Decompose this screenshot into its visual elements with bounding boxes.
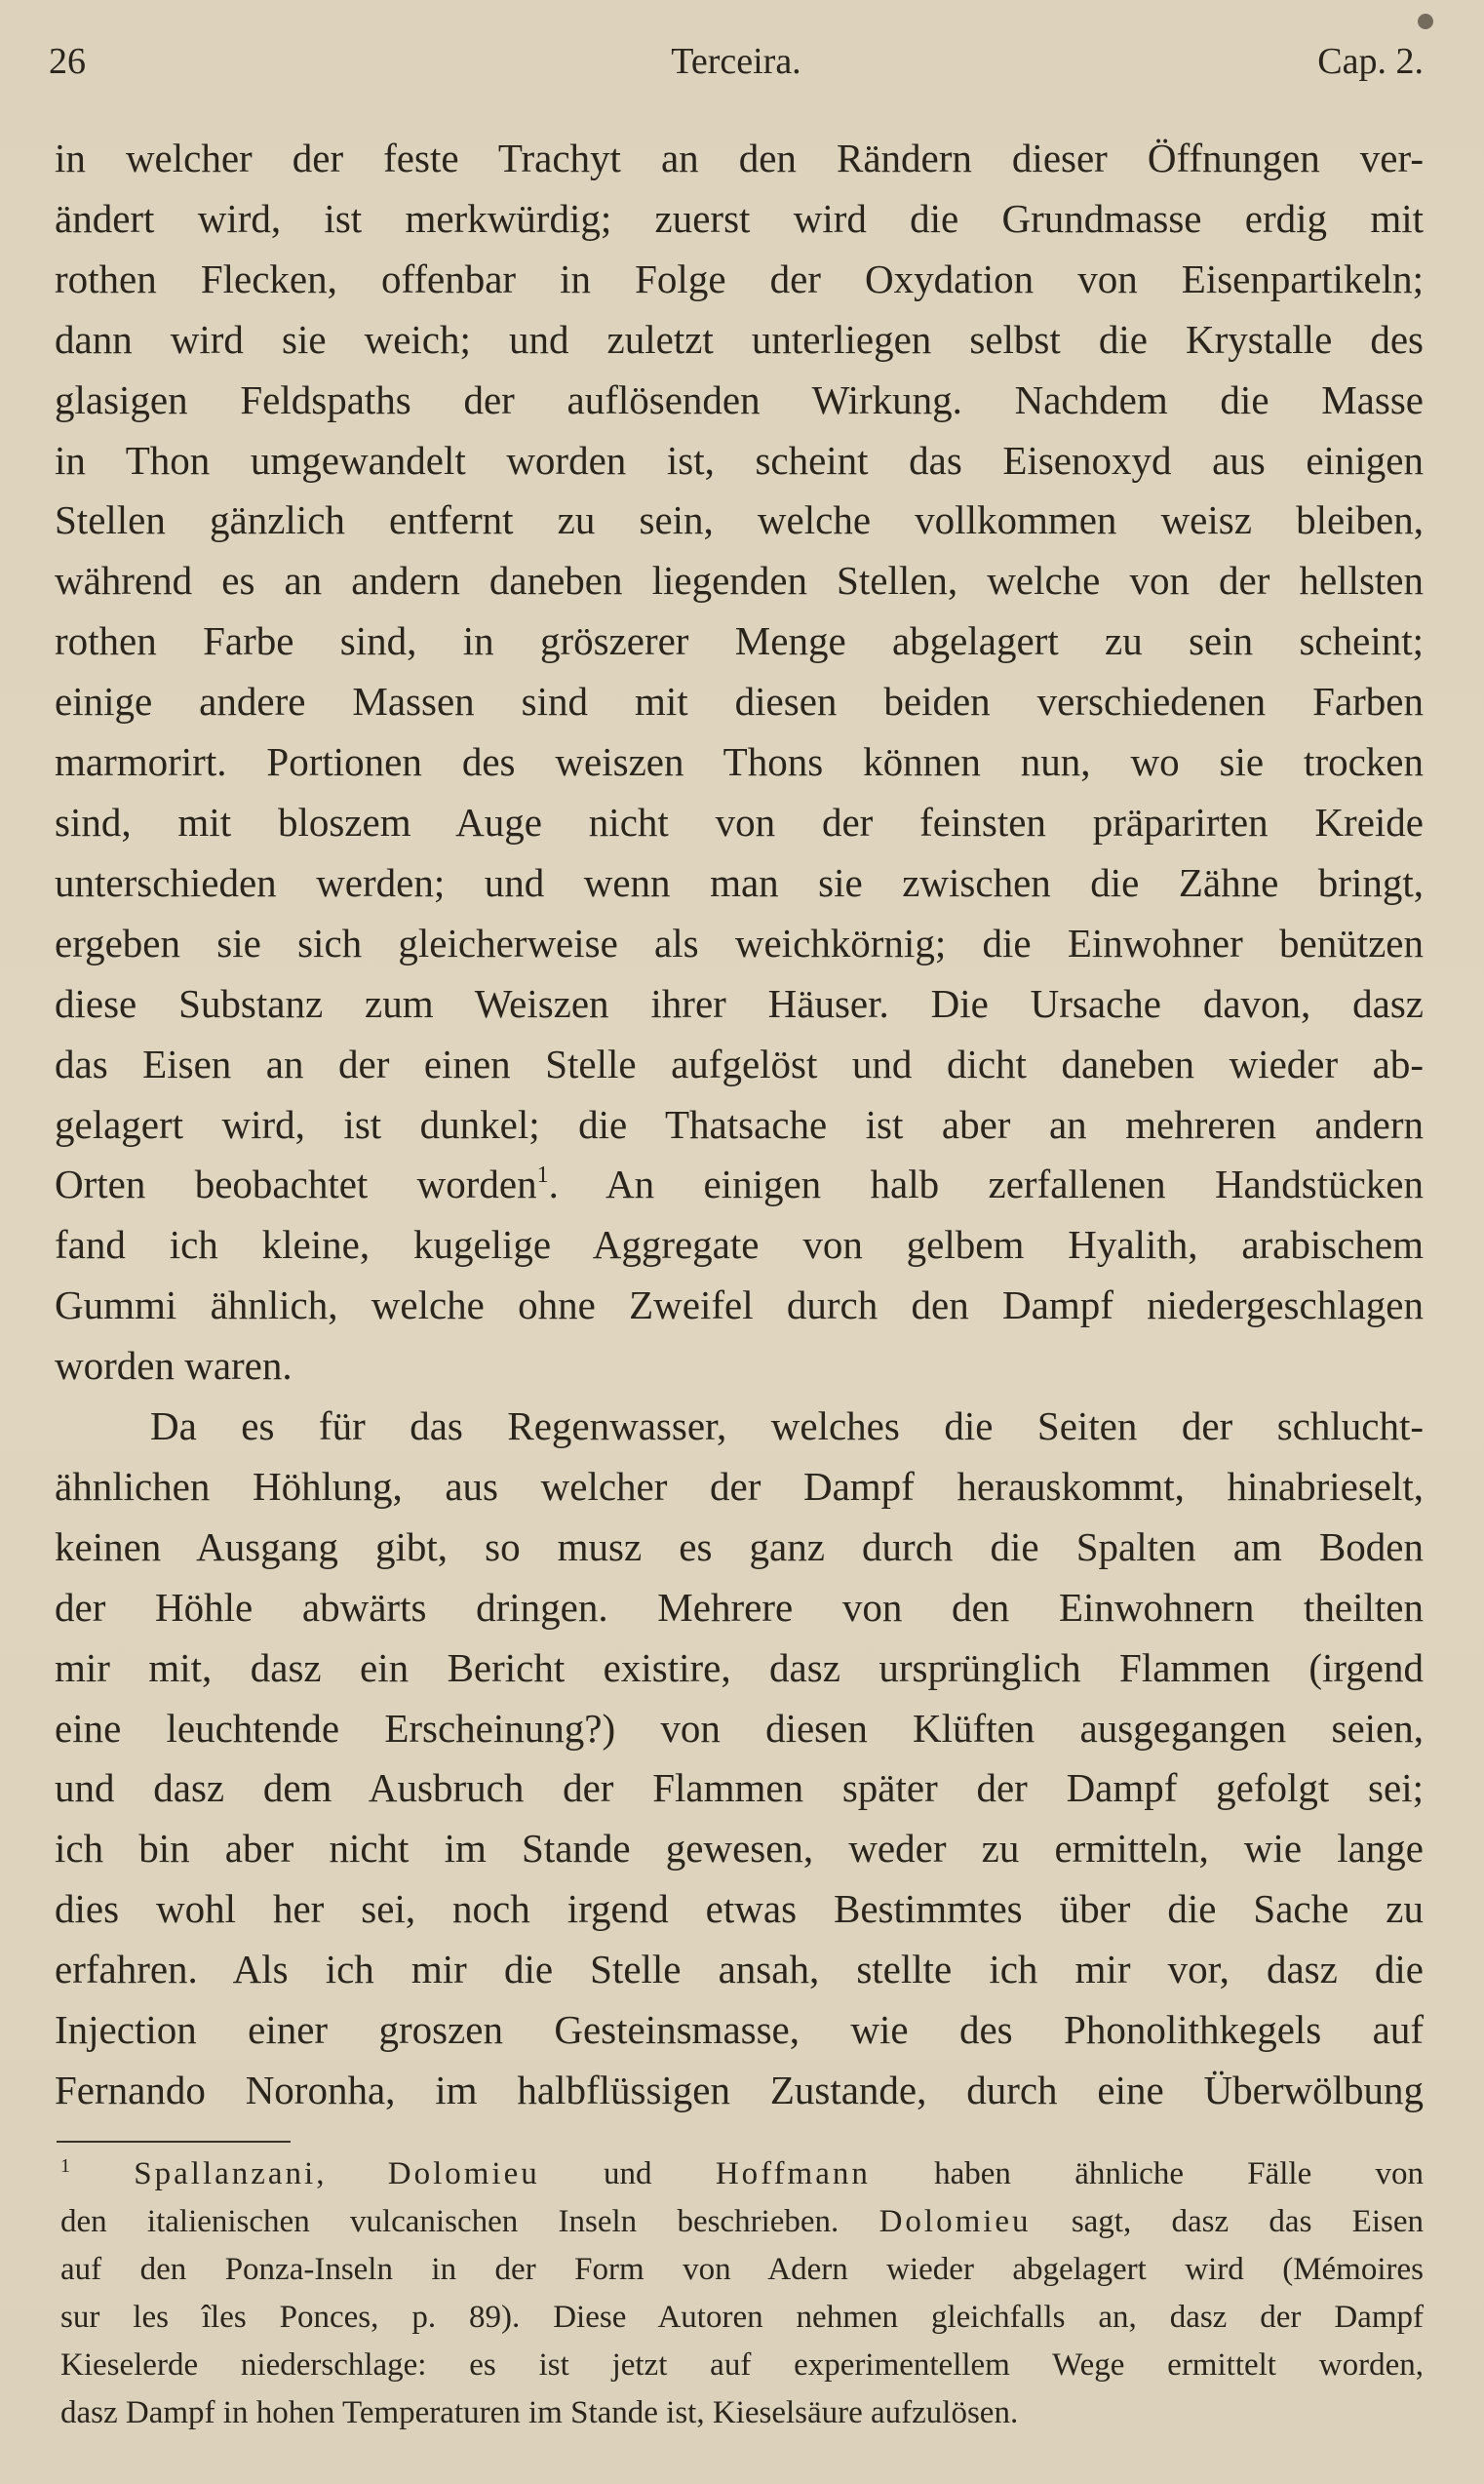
text-line: eine leuchtende Erscheinung?) von diesen Klüften ausgegangen seien, [55,1705,1424,1751]
text-line: Injection einer groszen Gesteinsmasse, wie des Phonolithkegels auf [55,2007,1424,2053]
main-text [55,129,1424,2121]
running-title: Terceira. [671,41,801,82]
author-name: Dolomieu [387,2156,540,2191]
footnote-line [60,2198,1424,2246]
footnote-marker: 1 [60,2155,70,2177]
footnote [60,2150,1424,2437]
text-line: glasigen Feldspaths der auflösenden Wirkung. Nachdem die Masse [55,376,1424,422]
footnote-divider [57,2141,291,2143]
text-segment: und [539,2156,716,2191]
page-number: 26 [49,41,86,82]
text-segment: . An einigen halb zerfallenen Handstücken [548,1162,1424,1207]
text-segment: haben ähnliche Fälle von [870,2156,1425,2191]
footnote-line [60,2150,1424,2198]
text-segment: sagt, dasz das Eisen [1031,2204,1424,2239]
text-line: ähnlichen Höhlung, aus welcher der Dampf herauskommt, hinabrieselt, [55,1463,1424,1509]
text-line: Stellen gänzlich entfernt zu sein, welche vollkommen weisz bleiben, [55,497,1424,543]
footnote-line: sur les îles Ponces, p. 89). Diese Autoren nehmen gleichfalls an, dasz der Dampf [60,2300,1424,2335]
text-line: keinen Ausgang gibt, so musz es ganz durch die Spalten am Boden [55,1523,1424,1569]
text-line: während es an andern daneben liegenden Stellen, welche von der hellsten [55,558,1424,604]
text-line: diese Substanz zum Weiszen ihrer Häuser. Die Ursache davon, dasz [55,980,1424,1026]
text-line: in Thon umgewandelt worden ist, scheint das Eisenoxyd aus einigen [55,437,1424,483]
text-line: rothen Farbe sind, in gröszerer Menge abgelagert zu sein scheint; [55,618,1424,664]
page-header [49,37,1424,86]
text-line: Da es für das Regenwasser, welches die Seiten der schlucht- [150,1403,1424,1449]
text-line: rothen Flecken, offenbar in Folge der Oxydation von Eisenpartikeln; [55,256,1424,301]
text-line-with-footnote [55,1155,1424,1215]
paragraph-1 [55,129,1424,1397]
text-line: ändert wird, ist merkwürdig; zuerst wird die Grundmasse erdig mit [55,195,1424,241]
text-segment: , [316,2156,388,2191]
chapter-label: Cap. 2. [1317,41,1424,82]
text-line: und dasz dem Ausbruch der Flammen später der Dampf gefolgt sei; [55,1765,1424,1811]
text-line: Fernando Noronha, im halbflüssigen Zustande, durch eine Überwölbung [55,2068,1424,2112]
text-line: einige andere Massen sind mit diesen beiden verschiedenen Farben [55,679,1424,725]
ink-speck [1418,14,1433,29]
author-name: Dolomieu [879,2204,1032,2239]
author-name: Hoffmann [715,2156,871,2191]
text-line: worden waren. [55,1343,293,1389]
paragraph-2 [55,1397,1424,2121]
footnote-line: dasz Dampf in hohen Temperaturen im Stande ist, Kieselsäure aufzulösen. [60,2395,1019,2430]
footnote-line: auf den Ponza-Inseln in der Form von Adern wieder abgelagert wird (Mémoires [60,2252,1424,2287]
text-line: der Höhle abwärts dringen. Mehrere von den Einwohnern theilten [55,1584,1424,1630]
text-line: sind, mit bloszem Auge nicht von der feinsten präparirten Kreide [55,799,1424,845]
text-line: Gummi ähnlich, welche ohne Zweifel durch den Dampf niedergeschlagen [55,1282,1424,1328]
footnote-ref[interactable]: 1 [536,1163,549,1189]
text-line: in welcher der feste Trachyt an den Rändern dieser Öffnungen ver- [55,136,1424,180]
footnote-line: Kieselerde niederschlage: es ist jetzt auf experimentellem Wege ermittelt worden, [60,2347,1424,2383]
text-line: das Eisen an der einen Stelle aufgelöst und dicht daneben wieder ab- [55,1041,1424,1086]
text-line: gelagert wird, ist dunkel; die Thatsache ist aber an mehreren andern [55,1101,1424,1147]
text-line: fand ich kleine, kugelige Aggregate von gelbem Hyalith, arabischem [55,1222,1424,1268]
text-line: dies wohl her sei, noch irgend etwas Bestimmtes über die Sache zu [55,1886,1424,1932]
text-line: erfahren. Als ich mir die Stelle ansah, stellte ich mir vor, dasz die [55,1947,1424,1992]
text-line: marmorirt. Portionen des weiszen Thons können nun, wo sie trocken [55,739,1424,785]
author-name: Spallanzani [134,2156,317,2191]
text-line: unterschieden werden; und wenn man sie zwischen die Zähne bringt, [55,859,1424,905]
text-line: ich bin aber nicht im Stande gewesen, weder zu ermitteln, wie lange [55,1826,1424,1872]
text-line: mir mit, dasz ein Bericht existire, dasz ursprünglich Flammen (irgend [55,1644,1424,1690]
text-segment: den italienischen vulcanischen Inseln beschrieben. [60,2204,879,2239]
text-line: ergeben sie sich gleicherweise als weichkörnig; die Einwohner benützen [55,920,1424,966]
text-segment: Orten beobachtet worden [55,1162,537,1207]
text-line: dann wird sie weich; und zuletzt unterliegen selbst die Krystalle des [55,316,1424,362]
